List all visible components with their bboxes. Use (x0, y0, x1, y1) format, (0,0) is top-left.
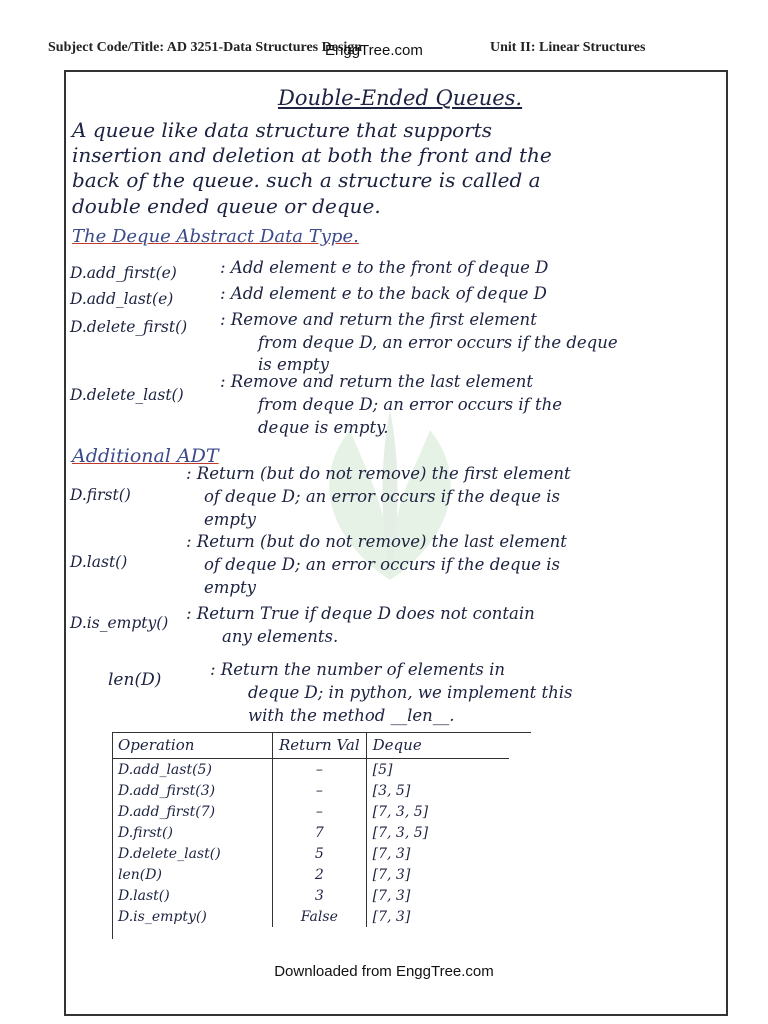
cell-operation: D.last() (118, 887, 170, 904)
table-row (112, 780, 509, 801)
cell-deque: [7, 3] (372, 845, 411, 862)
adt-op: D.add_last(e) (70, 290, 174, 308)
cell-operation: D.add_first(7) (118, 803, 216, 820)
cell-operation: D.is_empty() (118, 908, 207, 925)
cell-deque: [5] (372, 761, 393, 778)
cell-operation: D.delete_last() (118, 845, 221, 862)
intro-line-1: A queue like data structure that supports (72, 118, 493, 142)
adt-desc: : Add element e to the back of deque D (220, 284, 547, 303)
cell-operation: D.first() (118, 824, 173, 841)
adt-desc: from deque D, an error occurs if the deque (258, 333, 618, 352)
cell-deque: [7, 3] (372, 866, 411, 883)
table-row (112, 885, 509, 906)
table-row (112, 822, 509, 843)
adt-op: D.delete_last() (70, 386, 184, 404)
table-row (112, 801, 509, 822)
cell-return-val: 7 (273, 822, 367, 843)
cell-return-val: False (273, 906, 367, 927)
cell-return-val: 5 (273, 843, 367, 864)
additional-op: D.first() (70, 486, 131, 504)
adt-op: D.add_first(e) (70, 264, 177, 282)
cell-return-val: 3 (273, 885, 367, 906)
additional-desc: deque D; in python, we implement this (248, 683, 573, 702)
cell-operation: D.add_last(5) (118, 761, 212, 778)
additional-desc: of deque D; an error occurs if the deque is (204, 487, 560, 506)
additional-desc: : Return (but do not remove) the last element (186, 532, 567, 551)
page-header (0, 38, 768, 62)
additional-desc: with the method __len__. (248, 706, 455, 725)
operations-table (112, 732, 509, 927)
additional-desc: empty (204, 510, 256, 529)
adt-desc: : Add element e to the front of deque D (220, 258, 549, 277)
table-row (112, 759, 509, 781)
header-operation: Operation (112, 732, 273, 759)
additional-op: D.last() (70, 553, 128, 571)
additional-desc: : Return (but do not remove) the first element (186, 464, 571, 483)
additional-desc: : Return True if deque D does not contain (186, 604, 535, 623)
cell-return-val: 2 (273, 864, 367, 885)
cell-deque: [3, 5] (372, 782, 411, 799)
adt-desc: is empty (258, 355, 329, 374)
intro-line-3: back of the queue. such a structure is called a (72, 168, 541, 192)
cell-deque: [7, 3] (372, 887, 411, 904)
additional-desc: : Return the number of elements in (210, 660, 506, 679)
additional-op: D.is_empty() (70, 614, 169, 632)
header-return-val: Return Val (273, 732, 367, 759)
table-header-row (112, 732, 509, 759)
table-row (112, 906, 509, 927)
additional-desc: any elements. (222, 627, 339, 646)
additional-desc: empty (204, 578, 256, 597)
cell-operation: len(D) (118, 866, 162, 883)
adt-op: D.delete_first() (70, 318, 188, 336)
cell-deque: [7, 3, 5] (372, 803, 429, 820)
adt-desc: : Remove and return the first element (220, 310, 537, 329)
additional-desc: of deque D; an error occurs if the deque is (204, 555, 560, 574)
cell-return-val: – (273, 780, 367, 801)
table-row (112, 864, 509, 885)
unit-title: Unit II: Linear Structures (490, 40, 646, 55)
cell-operation: D.add_first(3) (118, 782, 216, 799)
adt-heading: The Deque Abstract Data Type. (72, 226, 359, 247)
cell-return-val: – (273, 801, 367, 822)
cell-deque: [7, 3, 5] (372, 824, 429, 841)
intro-line-2: insertion and deletion at both the front and the (72, 143, 552, 167)
download-footer: Downloaded from EnggTree.com (274, 963, 494, 980)
header-deque: Deque (366, 732, 509, 759)
table-row (112, 843, 509, 864)
site-watermark-text: EnggTree.com (325, 42, 423, 59)
page-title: Double-Ended Queues. (278, 86, 523, 110)
adt-desc: : Remove and return the last element (220, 372, 534, 391)
additional-op: len(D) (108, 670, 162, 690)
intro-line-4: double ended queue or deque. (72, 194, 381, 218)
cell-deque: [7, 3] (372, 908, 411, 925)
adt-desc: from deque D; an error occurs if the (258, 395, 562, 414)
subject-title: Subject Code/Title: AD 3251-Data Structures Design (48, 40, 363, 55)
adt-desc: deque is empty. (258, 418, 389, 437)
additional-adt-heading: Additional ADT (72, 445, 219, 467)
cell-return-val: – (273, 759, 367, 781)
